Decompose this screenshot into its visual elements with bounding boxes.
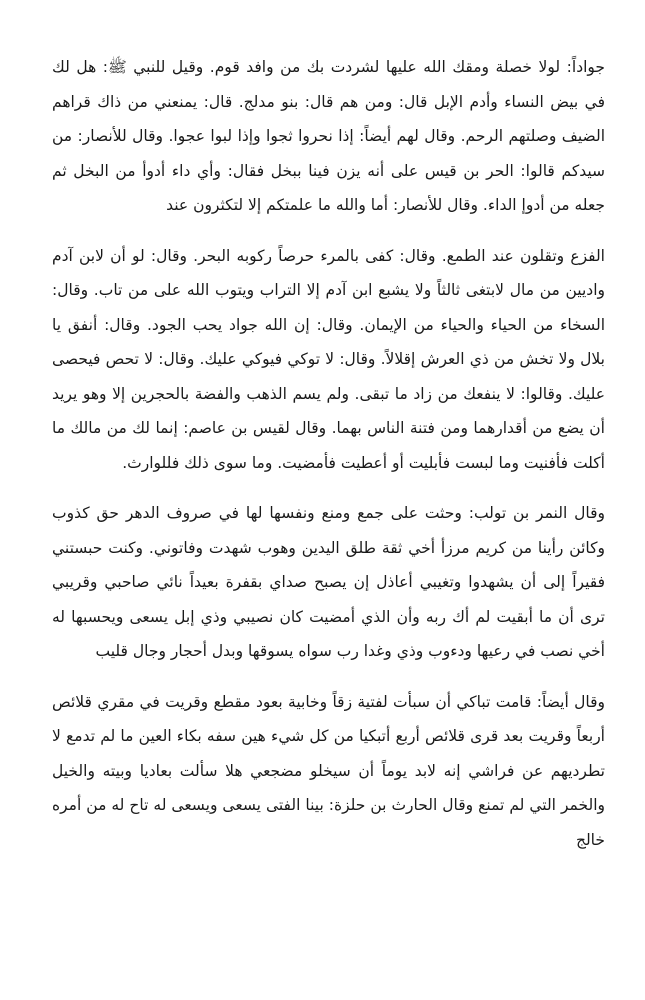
paragraph-3: وقال النمر بن تولب: وحثت على جمع ومنع ونفسها لها في صروف الدهر حق كذوب وكائن رأينا من كريم مرزأ أخي ثقة طلق اليدين وهوب شهدت وفاتوني. وكنت حبستني فقيراً إلى أن يشهدوا وتغيبي أعاذل إن يصبح صداي بقفرة بعيداً نائي صاحبي وقريبي ترى أن ما أبقيت لم أك ربه وأن الذي أمضيت كان نصيبي وذي إبل يسعى ويحسبها له أخي نصب في رعيها ودءوب وذي وغدا رب سواه يسوقها وبدل أحجار وجال قليب [52,504,605,660]
paragraph-2: الفزع وتقلون عند الطمع. وقال: كفى بالمرء حرصاً ركوبه البحر. وقال: لو أن لابن آدم واديين من مال لابتغى ثالثاً ولا يشبع ابن آدم إلا التراب ويتوب الله على من تاب. وقال: السخاء من الحياء والحياء من الإيمان. وقال: إن الله جواد يحب الجود. وقال: أنفق يا بلال ولا تخش من ذي العرش إقلالاً. وقال: لا توكي فيوكي عليك. وقال: لا تحص فيحصى عليك. وقالوا: لا ينفعك من زاد ما تبقى. ولم يسم الذهب والفضة بالحجرين إلا وهو يريد أن يضع من أقدارهما ومن فتنة الناس بهما. وقال لقيس بن عاصم: إنما لك من مالك ما أكلت فأفنيت وما لبست فأبليت أو أعطيت فأمضيت. وما سوى ذلك فللوارث. [52,246,605,472]
document-page [52,50,605,857]
paragraph-4: وقال أيضاً: قامت تباكي أن سبأت لفتية زقاً وخابية بعود مقطع وقريت في مقري قلائص أربعاً وقريت بعد قرى قلائص أربع أتبكيا من كل شيء هين سفه بكاء العين ما لم تدمع لا تطرديهم عن فراشي إنه لابد يوماً أن سيخلو مضجعي هلا سألت بعاديا وبيته والخيل والخمر التي لم تمنع وقال الحارث بن حلزة: بينا الفتى يسعى ويسعى له تاح له من أمره خالج [52,692,605,849]
paragraph-1: جواداً: لولا خصلة ومقك الله عليها لشردت بك من وافد قوم. وقيل للنبي ﷺ: هل لك في بيض النساء وأدم الإبل قال: ومن هم قال: بنو مدلج. قال: يمنعني من ذاك قراهم الضيف وصلتهم الرحم. وقال لهم أيضاً: إذا نحروا ثجوا وإذا لبوا عجوا. وقال للأنصار: من سيدكم قالوا: الحر بن قيس على أنه يزن فينا ببخل فقال: وأي داء أدوأ من البخل ثم جعله من أدوإ الداء. وقال للأنصار: أما والله ما علمتكم إلا لتكثرون عند [52,58,605,214]
